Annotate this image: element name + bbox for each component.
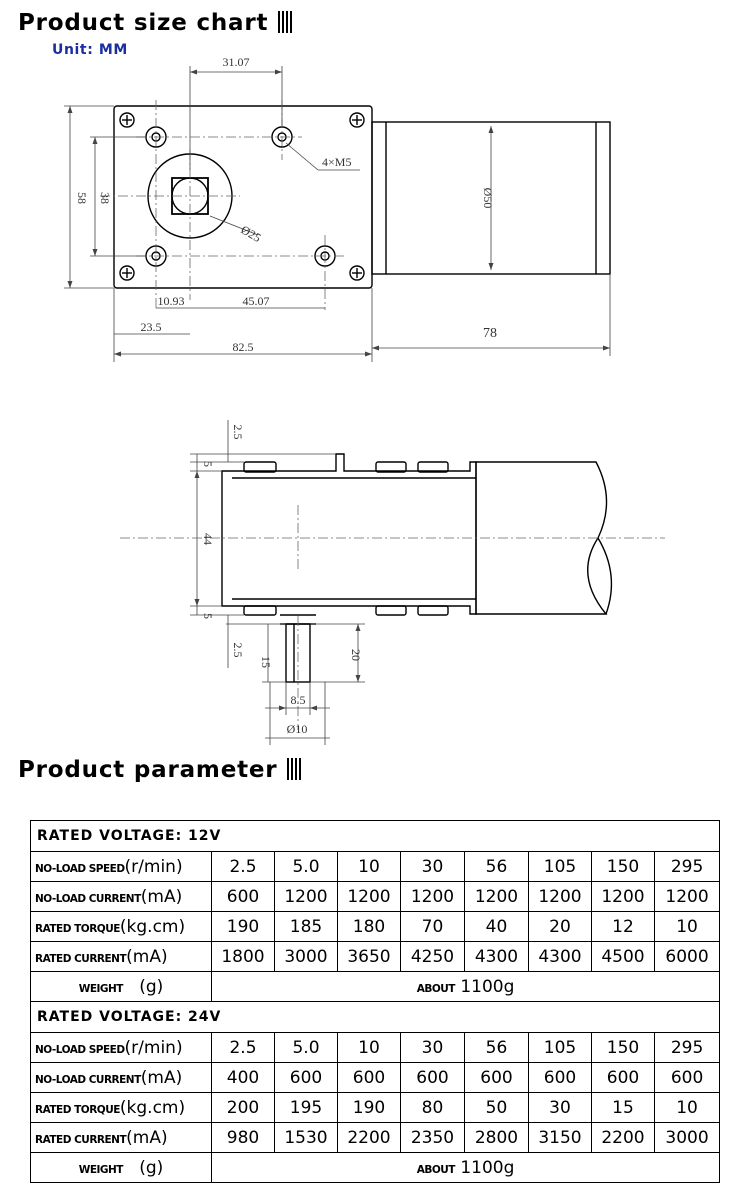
dim-38: 38 (98, 192, 112, 204)
row-label (31, 1123, 212, 1153)
dim-screw: 4×M5 (322, 155, 352, 169)
table-cell: 4500 (592, 942, 655, 972)
table-cell: 295 (655, 1033, 720, 1063)
weight-value: 1100g (460, 1157, 515, 1178)
table-cell: 1200 (401, 882, 465, 912)
table-cell: 6000 (655, 942, 720, 972)
table-cell: 1800 (212, 942, 275, 972)
table-cell: 10 (655, 1093, 720, 1123)
table-cell: 190 (212, 912, 275, 942)
row-label (31, 852, 212, 882)
table-cell: 4300 (465, 942, 529, 972)
row-label-text: NO-LOAD SPEED (35, 1043, 125, 1056)
row-label (31, 1093, 212, 1123)
dim-15: 15 (259, 656, 273, 668)
dim-motor-dia: Ø50 (481, 187, 495, 209)
weight-unit: (g) (139, 1157, 164, 1178)
parameter-table (30, 820, 720, 1183)
table-cell: 2200 (338, 1123, 401, 1153)
table-cell: 3650 (338, 942, 401, 972)
row-label-text: RATED TORQUE (35, 922, 120, 935)
table-cell: 600 (338, 1063, 401, 1093)
table-cell: 600 (655, 1063, 720, 1093)
table-cell: 1200 (592, 882, 655, 912)
table-cell: 10 (655, 912, 720, 942)
table-row (31, 1033, 720, 1063)
table-cell: 1200 (529, 882, 592, 912)
row-label-text: RATED TORQUE (35, 1103, 120, 1116)
table-cell: 600 (465, 1063, 529, 1093)
voltage-label: RATED VOLTAGE: 24V (31, 1002, 720, 1033)
table-cell: 3150 (529, 1123, 592, 1153)
table-cell: 200 (212, 1093, 275, 1123)
dim-44: 44 (201, 533, 215, 545)
row-label (31, 942, 212, 972)
table-cell: 80 (401, 1093, 465, 1123)
table-row (31, 942, 720, 972)
row-label (31, 1033, 212, 1063)
table-cell: 10 (338, 852, 401, 882)
parameter-title (18, 757, 303, 783)
table-cell: 12 (592, 912, 655, 942)
row-unit: (r/min) (124, 856, 183, 877)
weight-value: 1100g (460, 976, 515, 997)
table-row (31, 1123, 720, 1153)
row-label-text: RATED CURRENT (35, 1133, 127, 1146)
row-label-text: RATED CURRENT (35, 952, 127, 965)
table-cell: 295 (655, 852, 720, 882)
row-label (31, 882, 212, 912)
unit-label: Unit: MM (52, 42, 128, 58)
table-cell: 4250 (401, 942, 465, 972)
row-label-text: NO-LOAD CURRENT (35, 892, 141, 905)
row-unit: (mA) (126, 946, 168, 967)
dim-10-93: 10.93 (157, 294, 185, 308)
table-cell: 2.5 (212, 1033, 275, 1063)
table-cell: 3000 (655, 1123, 720, 1153)
table-cell: 5.0 (275, 852, 338, 882)
weight-label (31, 1153, 212, 1183)
dim-20: 20 (349, 649, 363, 661)
table-cell: 20 (529, 912, 592, 942)
table-cell: 1200 (465, 882, 529, 912)
table-cell: 30 (401, 1033, 465, 1063)
table-cell: 600 (529, 1063, 592, 1093)
table-cell: 70 (401, 912, 465, 942)
dim-5-top: 5 (201, 461, 215, 467)
table-cell: 190 (338, 1093, 401, 1123)
dim-78: 78 (483, 326, 497, 341)
weight-value-cell (212, 1153, 720, 1183)
dim-2-5-top: 2.5 (231, 424, 245, 440)
table-cell: 1200 (338, 882, 401, 912)
row-unit: (mA) (140, 1067, 183, 1088)
table-cell: 180 (338, 912, 401, 942)
voltage-label: RATED VOLTAGE: 12V (31, 821, 720, 852)
dim-82-5: 82.5 (232, 340, 254, 354)
parameter-title-text: Product parameter (18, 757, 278, 783)
table-cell: 1200 (275, 882, 338, 912)
table-cell: 600 (592, 1063, 655, 1093)
table-cell: 56 (465, 1033, 529, 1063)
table-cell: 2200 (592, 1123, 655, 1153)
table-cell: 195 (275, 1093, 338, 1123)
table-row (31, 882, 720, 912)
table-cell: 5.0 (275, 1033, 338, 1063)
barcode-icon (287, 758, 303, 780)
dim-23-5: 23.5 (140, 320, 162, 334)
table-row (31, 1093, 720, 1123)
size-chart-title-text: Product size chart (18, 10, 269, 36)
row-label-text: NO-LOAD CURRENT (35, 1073, 141, 1086)
table-cell: 1530 (275, 1123, 338, 1153)
weight-row (31, 1153, 720, 1183)
weight-label-text: WEIGHT (78, 982, 123, 995)
table-cell: 4300 (529, 942, 592, 972)
table-cell: 30 (401, 852, 465, 882)
dim-58: 58 (75, 192, 89, 204)
dim-2-5-bottom: 2.5 (231, 642, 245, 658)
table-cell: 2800 (465, 1123, 529, 1153)
weight-label (31, 972, 212, 1002)
dim-8-5: 8.5 (290, 693, 306, 707)
table-cell: 150 (592, 852, 655, 882)
table-cell: 185 (275, 912, 338, 942)
weight-about: ABOUT (416, 982, 455, 995)
row-label (31, 1063, 212, 1093)
table-cell: 10 (338, 1033, 401, 1063)
row-unit: (kg.cm) (119, 1097, 186, 1118)
weight-row (31, 972, 720, 1002)
row-label (31, 912, 212, 942)
dim-45-07: 45.07 (242, 294, 270, 308)
table-cell: 2350 (401, 1123, 465, 1153)
table-cell: 50 (465, 1093, 529, 1123)
table-cell: 105 (529, 1033, 592, 1063)
dim-10: Ø10 (286, 722, 308, 736)
table-cell: 600 (275, 1063, 338, 1093)
table-cell: 56 (465, 852, 529, 882)
top-view-drawing (0, 0, 750, 390)
table-row (31, 1063, 720, 1093)
row-unit: (mA) (126, 1127, 168, 1148)
row-unit: (kg.cm) (119, 916, 186, 937)
table-cell: 15 (592, 1093, 655, 1123)
table-cell: 105 (529, 852, 592, 882)
table-cell: 1200 (655, 882, 720, 912)
table-cell: 3000 (275, 942, 338, 972)
table-cell: 600 (212, 882, 275, 912)
dim-31-07: 31.07 (222, 55, 250, 69)
weight-unit: (g) (139, 976, 164, 997)
weight-label-text: WEIGHT (78, 1163, 123, 1176)
dim-5-bottom: 5 (201, 613, 215, 619)
parameter-table-body (31, 821, 720, 1183)
dim-hub-dia: Ø25 (238, 222, 264, 245)
row-unit: (r/min) (124, 1037, 183, 1058)
table-row (31, 852, 720, 882)
table-row (31, 912, 720, 942)
table-cell: 2.5 (212, 852, 275, 882)
table-cell: 600 (401, 1063, 465, 1093)
side-view-drawing (0, 400, 750, 750)
weight-about: ABOUT (416, 1163, 455, 1176)
table-cell: 400 (212, 1063, 275, 1093)
voltage-row (31, 1002, 720, 1033)
voltage-row (31, 821, 720, 852)
table-cell: 980 (212, 1123, 275, 1153)
table-cell: 150 (592, 1033, 655, 1063)
weight-value-cell (212, 972, 720, 1002)
row-label-text: NO-LOAD SPEED (35, 862, 125, 875)
table-cell: 40 (465, 912, 529, 942)
table-cell: 30 (529, 1093, 592, 1123)
row-unit: (mA) (140, 886, 183, 907)
